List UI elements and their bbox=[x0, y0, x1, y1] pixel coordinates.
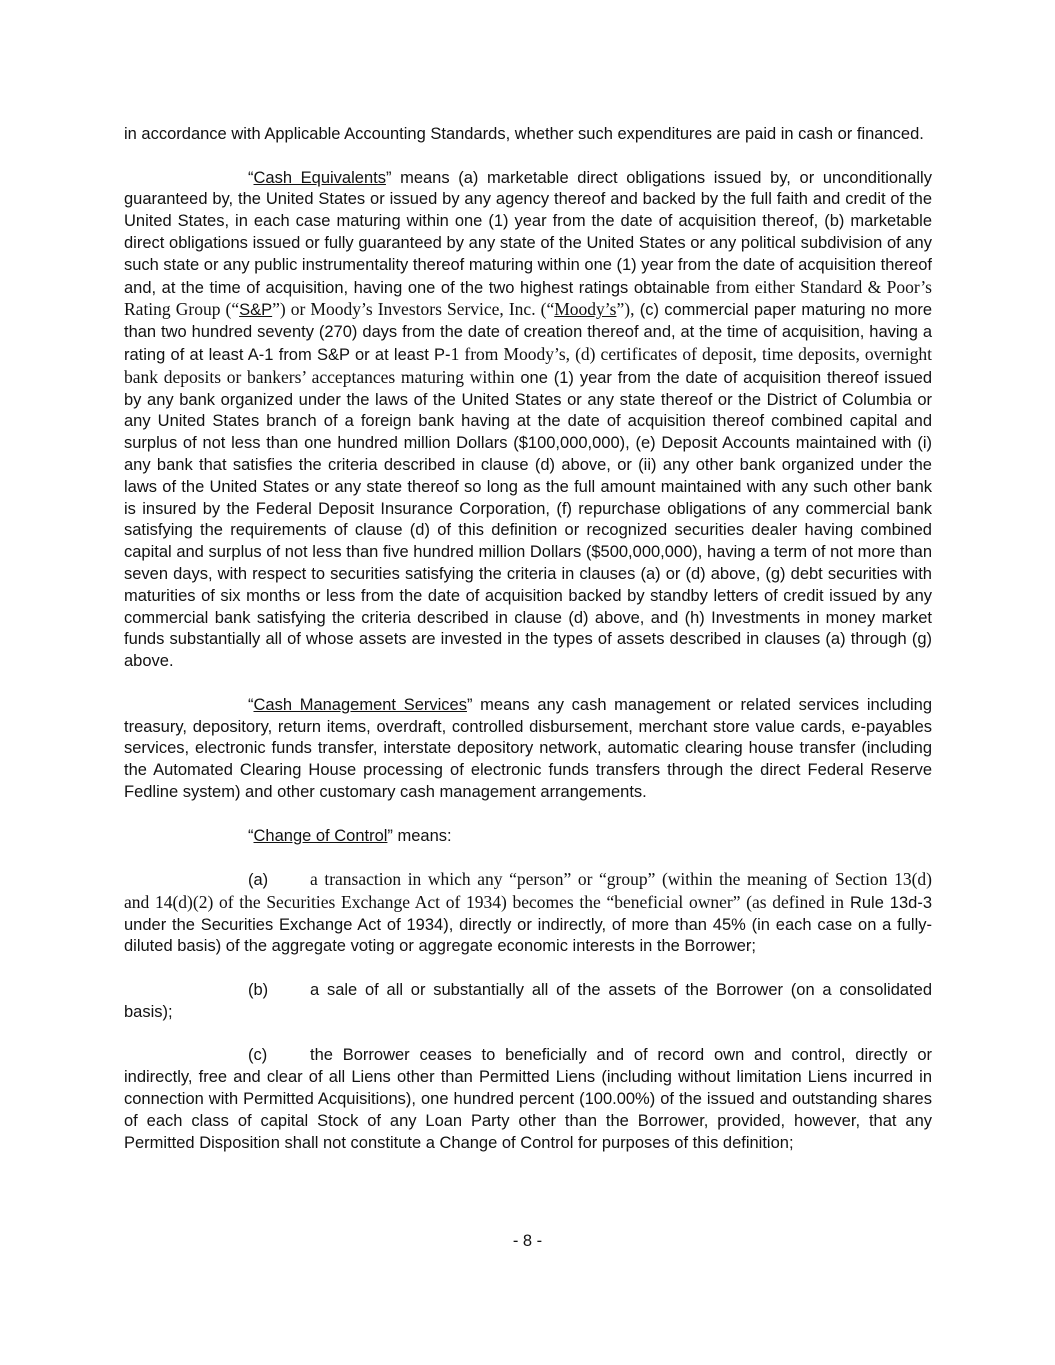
clause-c: (c) the Borrower ceases to beneficially and of record own and control, directly or indirectly, free and clear of all Liens other than Permitted Liens (including without limitation Liens incurred in connection with Permitted Acquisitions), one hundred percent (100.00%) of the issued and outstanding shares of each class of capital Stock of any Loan Party other than the Borrower, provided, however, that any Permitted Disposition shall not constitute a Change of Control for purposes of this definition; bbox=[124, 1046, 932, 1152]
page-number: - 8 - bbox=[512, 1232, 543, 1250]
clause-b: (b) a sale of all or substantially all of the assets of the Borrower (on a consolidated basis); bbox=[124, 981, 932, 1021]
clause-c-label: (c) bbox=[248, 1046, 268, 1065]
definition-change-of-control: “Change of Control” means: bbox=[248, 826, 452, 845]
defined-term-cash-management-services: Cash Management Services bbox=[253, 695, 467, 714]
clause-a: (a) a transaction in which any “person” or “group” (within the meaning of Section 13(d) and 14(d)(2) of the Securities Exchange Act of 1934) becomes the “beneficial owner” (as defined in Rule 13d-3 under the Securities Exchange Act of 1934), directly or indirectly, of more than 45% (in each case on a fully-diluted basis) of the aggregate voting or aggregate economic interests in the Borrower; bbox=[124, 869, 932, 956]
defined-term-cash-equivalents: Cash Equivalents bbox=[253, 168, 386, 187]
defined-term-sp: S&P bbox=[239, 301, 273, 320]
clause-b-label: (b) bbox=[248, 981, 269, 1000]
document-page bbox=[124, 124, 932, 1176]
clause-a-label: (a) bbox=[248, 871, 269, 890]
paragraph-continuation: in accordance with Applicable Accounting Standards, whether such expenditures are paid in cash or financed. bbox=[124, 125, 924, 143]
definition-cash-management-services: “Cash Management Services” means any cash management or related services including treasury, depository, return items, overdraft, controlled disbursement, merchant store value cards, e-payables services, electronic funds transfer, interstate depository network, automatic clearing house transfer (including the Automated Clearing House processing of electronic funds transfers through the direct Federal Reserve Fedline system) and other customary cash management arrangements. bbox=[124, 695, 932, 801]
definition-cash-equivalents: “Cash Equivalents” means (a) marketable direct obligations issued by, or unconditionally guaranteed by, the United States or issued by any agency thereof and backed by the full faith and credit of the United States, in each case maturing within one (1) year from the date of acquisition thereof, (b) marketable direct obligations issued or fully guaranteed by any state of the United States or any political subdivision of any such state or any public instrumentality thereof maturing within one (1) year from the date of acquisition thereof and, at the time of acquisition, having one of the two highest ratings obtainable from either Standard & Poor’s Rating Group (“S&P”) or Moody’s Investors Service, Inc. (“Moody’s”), (c) commercial paper maturing no more than two hundred seventy (270) days from the date of creation thereof and, at the time of acquisition, having a rating of at least A-1 from S&P or at least P-1 from Moody’s, (d) certificates of deposit, time deposits, overnight bank deposits or bankers’ acceptances maturing within one (1) year from the date of acquisition thereof issued by any bank organized under the laws of the United States or any state thereof or the District of Columbia or any United States branch of a foreign bank having at the date of acquisition thereof combined capital and surplus of not less than one hundred million Dollars ($100,000,000), (e) Deposit Accounts maintained with (i) any bank that satisfies the criteria described in clause (d) above, or (ii) any other bank organized under the laws of the United States or any state thereof so long as the full amount maintained with any such other bank is insured by the Federal Deposit Insurance Corporation, (f) repurchase obligations of any commercial bank satisfying the requirements of clause (d) of this definition or recognized securities dealer having combined capital and surplus of not less than five hundred million Dollars ($500,000,000), having a term of not more than seven days, with respect to securities satisfying the criteria in clauses (a) or (d) above, (g) debt securities with maturities of six months or less from the date of acquisition backed by standby letters of credit issued by any commercial bank satisfying the criteria described in clause (d) above, and (h) Investments in money market funds substantially all of whose assets are invested in the types of assets described in clauses (a) through (g) above. bbox=[124, 168, 933, 671]
defined-term-moodys: Moody’s bbox=[554, 299, 617, 320]
defined-term-change-of-control: Change of Control bbox=[253, 826, 388, 845]
